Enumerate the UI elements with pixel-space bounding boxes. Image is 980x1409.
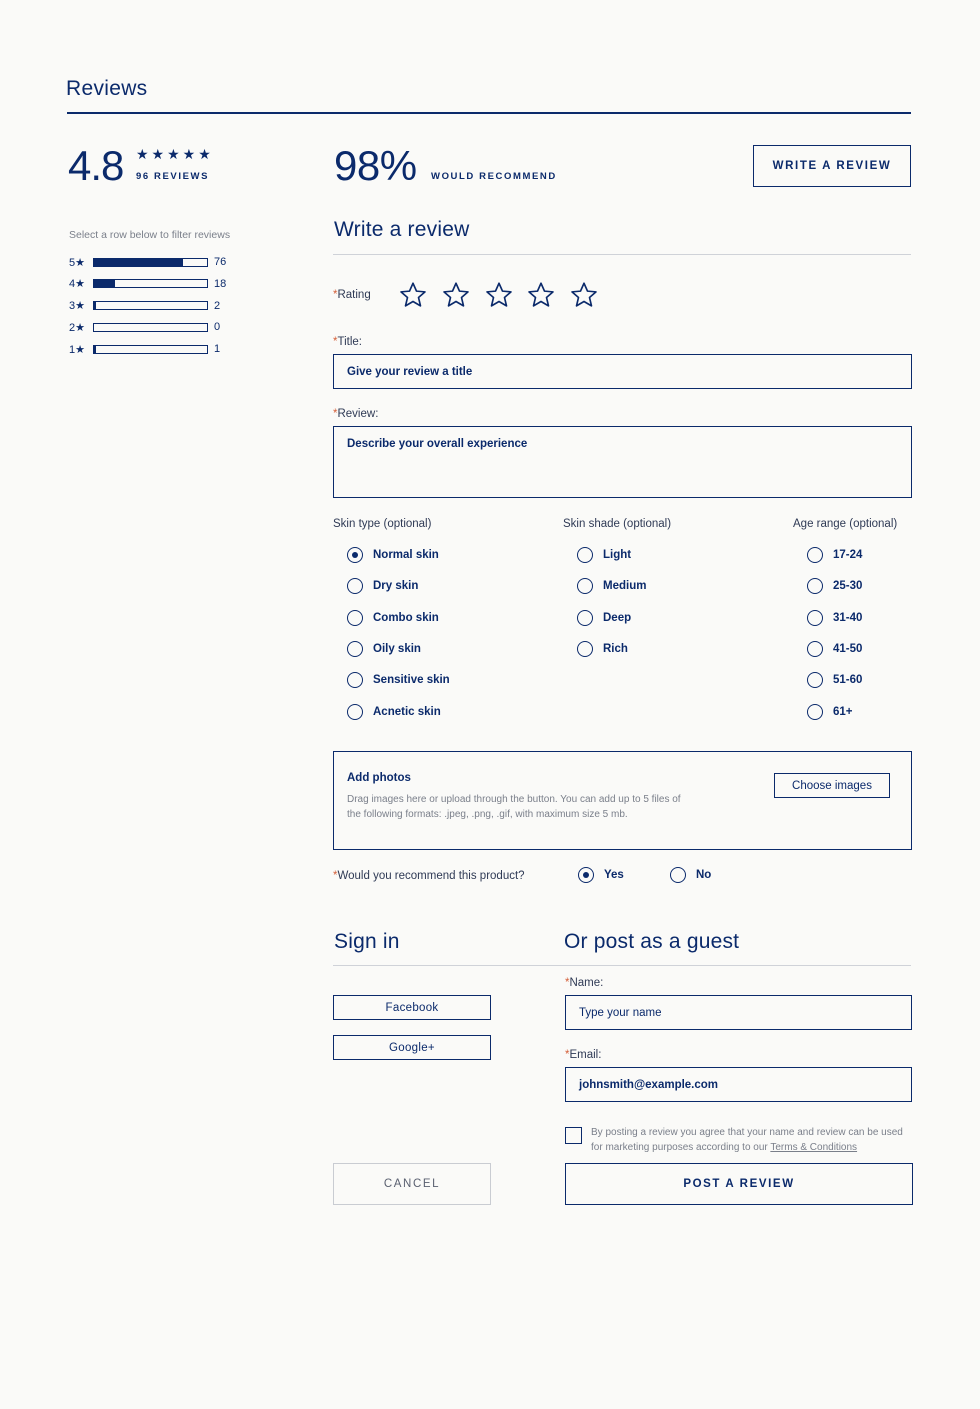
- rating-filter-count: 76: [214, 256, 227, 268]
- skin-type-radio[interactable]: [347, 672, 363, 688]
- rating-filter-count: 18: [214, 277, 227, 290]
- age-range-option-label: 25-30: [833, 580, 863, 593]
- age-range-radio[interactable]: [807, 547, 823, 563]
- add-photos-title: Add photos: [347, 772, 411, 784]
- skin-type-option-label: Acnetic skin: [373, 705, 441, 718]
- age-range-radio[interactable]: [807, 641, 823, 657]
- rating-filter-count: 1: [214, 343, 221, 356]
- skin-type-radio[interactable]: [347, 704, 363, 720]
- recommend-label: WOULD RECOMMEND: [431, 171, 557, 182]
- name-input[interactable]: Type your name: [565, 995, 912, 1030]
- write-review-button[interactable]: WRITE A REVIEW: [753, 145, 911, 187]
- skin-type-radio[interactable]: [347, 641, 363, 657]
- review-count: 96 REVIEWS: [136, 171, 210, 182]
- rating-filter-fill: [94, 259, 183, 266]
- age-range-option-label: 17-24: [833, 549, 863, 561]
- recommend-percentage: 98%: [334, 142, 417, 189]
- title-input[interactable]: Give your review a title: [333, 354, 912, 389]
- skin-type-radio[interactable]: [347, 578, 363, 594]
- write-review-heading: Write a review: [334, 218, 470, 241]
- rating-star-3-icon[interactable]: [484, 280, 514, 310]
- google-button[interactable]: Google+: [333, 1035, 491, 1060]
- recommend-no-option[interactable]: [670, 866, 711, 884]
- rating-filter-row[interactable]: [69, 342, 220, 356]
- recommend-yes-label: Yes: [604, 869, 624, 881]
- age-range-option[interactable]: [807, 546, 862, 564]
- rating-filter-fill: [94, 280, 115, 287]
- skin-type-radio[interactable]: [347, 547, 363, 563]
- review-textarea[interactable]: Describe your overall experience: [333, 426, 912, 498]
- age-range-option[interactable]: [807, 640, 862, 658]
- rating-filter-fill: [94, 302, 96, 309]
- skin-shade-option-label: Deep: [603, 611, 632, 624]
- skin-type-option[interactable]: [347, 703, 441, 721]
- consent-text: By posting a review you agree that your name and review can be used for marketing purposes according to our Terms & Conditions: [591, 1127, 903, 1153]
- age-range-option-label: 61+: [833, 705, 853, 718]
- post-review-button[interactable]: POST A REVIEW: [565, 1163, 913, 1205]
- age-range-label: Age range (optional): [793, 518, 898, 530]
- skin-type-option[interactable]: [347, 640, 421, 658]
- skin-shade-option-label: Light: [603, 549, 632, 561]
- age-range-radio[interactable]: [807, 672, 823, 688]
- age-range-radio[interactable]: [807, 578, 823, 594]
- rating-filter-bar: [93, 345, 208, 354]
- rating-filter-row[interactable]: [69, 299, 220, 313]
- recommend-no-label: No: [696, 869, 712, 881]
- age-range-option[interactable]: [807, 703, 853, 721]
- page-title: Reviews: [66, 77, 148, 100]
- rating-filter-label: 1★: [69, 343, 85, 356]
- skin-shade-radio[interactable]: [577, 547, 593, 563]
- skin-shade-option[interactable]: [577, 577, 646, 595]
- review-label: *Review:: [333, 408, 379, 420]
- skin-type-option-label: Dry skin: [373, 580, 419, 593]
- average-rating: 4.8: [68, 142, 124, 189]
- age-range-option-label: 31-40: [833, 611, 863, 624]
- average-stars: ★★★★★: [136, 146, 214, 162]
- skin-type-radio[interactable]: [347, 610, 363, 626]
- guest-heading: Or post as a guest: [564, 930, 740, 953]
- email-label: *Email:: [565, 1049, 602, 1061]
- recommend-yes-option[interactable]: [578, 866, 624, 884]
- rating-filter-count: 2: [214, 299, 221, 312]
- skin-type-option[interactable]: [347, 609, 439, 627]
- age-range-option-label: 41-50: [833, 642, 863, 655]
- sign-in-divider: [333, 965, 911, 966]
- rating-star-2-icon[interactable]: [441, 280, 471, 310]
- age-range-option[interactable]: [807, 577, 862, 595]
- rating-filter-label: 2★: [69, 321, 85, 334]
- title-divider: [67, 112, 911, 114]
- rating-star-5-icon[interactable]: [569, 280, 599, 310]
- skin-shade-option[interactable]: [577, 640, 628, 658]
- rating-filter-fill: [94, 346, 96, 353]
- skin-type-option-label: Oily skin: [373, 642, 421, 655]
- rating-filter-label: 5★: [69, 256, 85, 269]
- email-input[interactable]: johnsmith@example.com: [565, 1067, 912, 1102]
- cancel-button[interactable]: CANCEL: [333, 1163, 491, 1205]
- choose-images-button[interactable]: Choose images: [774, 773, 890, 798]
- rating-filter-label: 3★: [69, 300, 85, 313]
- skin-shade-radio[interactable]: [577, 641, 593, 657]
- rating-filter-row[interactable]: [69, 255, 226, 269]
- skin-type-option[interactable]: [347, 671, 450, 689]
- rating-filter-row[interactable]: [69, 320, 220, 334]
- age-range-option[interactable]: [807, 671, 862, 689]
- age-range-radio[interactable]: [807, 704, 823, 720]
- skin-shade-option[interactable]: [577, 546, 631, 564]
- skin-shade-radio[interactable]: [577, 610, 593, 626]
- recommend-no-radio[interactable]: [670, 867, 686, 883]
- skin-shade-option[interactable]: [577, 609, 631, 627]
- skin-shade-option-label: Rich: [603, 642, 628, 655]
- skin-shade-label: Skin shade (optional): [563, 518, 672, 530]
- skin-type-option-label: Combo skin: [373, 611, 439, 624]
- skin-type-option[interactable]: [347, 577, 418, 595]
- recommend-question: *Would you recommend this product?: [333, 870, 525, 882]
- age-range-option-label: 51-60: [833, 674, 863, 687]
- name-label: *Name:: [565, 977, 604, 989]
- recommend-yes-radio[interactable]: [578, 867, 594, 883]
- title-label: *Title:: [333, 336, 362, 348]
- skin-shade-option-label: Medium: [603, 580, 647, 593]
- skin-shade-radio[interactable]: [577, 578, 593, 594]
- rating-filter-count: 0: [214, 321, 221, 334]
- rating-filter-row[interactable]: [69, 277, 226, 291]
- skin-type-label: Skin type (optional): [333, 518, 432, 530]
- rating-filter-bar: [93, 279, 208, 288]
- age-range-radio[interactable]: [807, 610, 823, 626]
- rating-label: *Rating: [333, 289, 371, 301]
- rating-filter-bar: [93, 258, 208, 267]
- skin-type-option-label: Sensitive skin: [373, 674, 450, 687]
- write-review-divider: [333, 254, 911, 255]
- rating-star-4-icon[interactable]: [526, 280, 556, 310]
- terms-link[interactable]: Terms & Conditions: [770, 1142, 858, 1153]
- filter-hint: Select a row below to filter reviews: [69, 229, 231, 241]
- skin-type-option-label: Normal skin: [373, 549, 439, 561]
- rating-filter-bar: [93, 323, 208, 332]
- facebook-button[interactable]: Facebook: [333, 995, 491, 1020]
- age-range-option[interactable]: [807, 609, 862, 627]
- rating-filter-bar: [93, 301, 208, 310]
- rating-star-1-icon[interactable]: [398, 280, 428, 310]
- add-photos-description: Drag images here or upload through the button. You can add up to 5 files of the following formats: .jpeg, .png, .gif, with maximum size 5 mb.: [347, 794, 681, 820]
- sign-in-heading: Sign in: [334, 930, 400, 953]
- consent-checkbox[interactable]: [565, 1127, 582, 1144]
- skin-type-option[interactable]: [347, 546, 439, 564]
- rating-filter-label: 4★: [69, 278, 85, 291]
